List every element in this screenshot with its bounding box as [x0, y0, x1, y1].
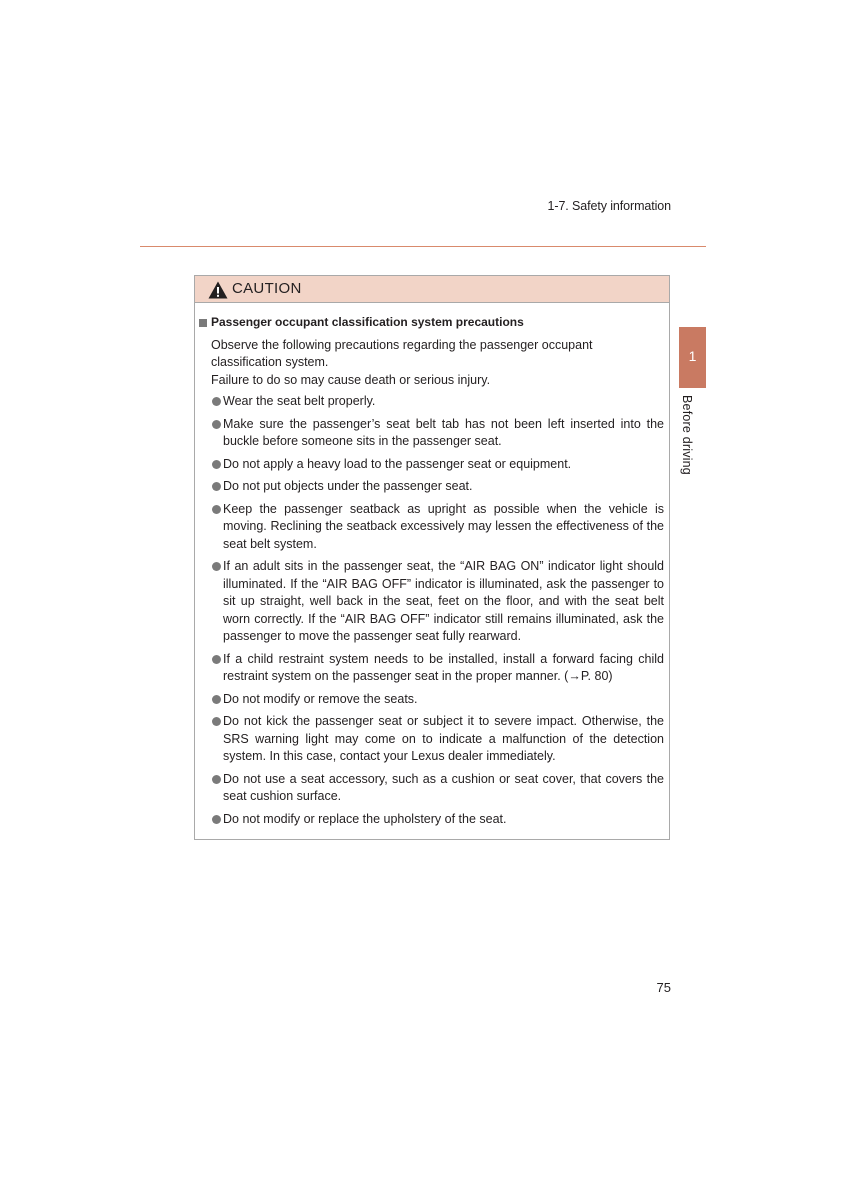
list-item	[199, 713, 664, 766]
section-title	[199, 314, 664, 332]
list-item-text: Keep the passenger seatback as upright as possible when the vehicle is moving. Reclining the seatback excessively may lessen the effectiveness of the seat belt system.	[223, 501, 664, 551]
caution-box	[194, 275, 670, 840]
list-item	[199, 393, 664, 411]
precaution-list	[199, 393, 664, 828]
bullet-icon	[212, 505, 221, 514]
bullet-icon	[212, 397, 221, 406]
list-item-text: Do not modify or remove the seats.	[223, 691, 418, 706]
list-item-text: Do not apply a heavy load to the passenger seat or equipment.	[223, 456, 572, 471]
caution-header	[195, 276, 669, 303]
list-item-text: If a child restraint system needs to be installed, install a forward facing child restraint system on the passenger seat in the proper manner. (→P. 80)	[223, 651, 664, 683]
intro	[211, 337, 664, 390]
square-bullet-icon	[199, 319, 207, 327]
list-item-text: Do not kick the passenger seat or subject it to severe impact. Otherwise, the SRS warning light may come on to indicate a malfunction of the detection system. In this case, contact your Lexus dealer immediately.	[223, 714, 664, 763]
bullet-icon	[212, 717, 221, 726]
bullet-icon	[212, 815, 221, 824]
bullet-icon	[212, 695, 221, 704]
header-rule	[140, 246, 706, 247]
bullet-icon	[212, 562, 221, 571]
list-item	[199, 501, 664, 554]
bullet-icon	[212, 775, 221, 784]
list-item	[199, 811, 664, 829]
caution-body	[195, 303, 669, 828]
list-item-text: Do not put objects under the passenger seat.	[223, 479, 473, 493]
list-item-text: If an adult sits in the passenger seat, the “AIR BAG ON” indicator light should illuminated. If the “AIR BAG OFF” indicator is illuminated, ask the passenger to sit up straight, well back in the seat, feet on the floor, and with the seat belt worn correctly. If the “AIR BAG OFF” indicator still remains illuminated, ask the passenger to move the passenger seat fully rearward.	[223, 559, 664, 643]
bullet-icon	[212, 655, 221, 664]
list-item	[199, 691, 664, 709]
list-item-text: Do not use a seat accessory, such as a cushion or seat cover, that covers the seat cushion surface.	[223, 771, 664, 803]
bullet-icon	[212, 482, 221, 491]
intro-paragraph: Observe the following precautions regarding the passenger occupant classification system.	[211, 337, 593, 369]
list-item	[199, 558, 664, 646]
section-title-text: Passenger occupant classification system precautions	[211, 315, 524, 329]
list-item-text: Make sure the passenger’s seat belt tab has not been left inserted into the buckle before someone sits in the passenger seat.	[223, 416, 664, 448]
chapter-number: 1	[688, 348, 697, 364]
caution-title: CAUTION	[232, 280, 302, 297]
chapter-label: Before driving	[680, 395, 694, 475]
list-item	[199, 456, 664, 474]
list-item	[199, 478, 664, 496]
page-number: 75	[656, 980, 671, 995]
list-item-text: Do not modify or replace the upholstery of the seat.	[223, 811, 507, 826]
bullet-icon	[212, 420, 221, 429]
warning-triangle-icon	[208, 281, 228, 299]
list-item	[199, 416, 664, 451]
section-header: 1-7. Safety information	[547, 199, 671, 213]
list-item	[199, 771, 664, 806]
list-item	[199, 651, 664, 686]
bullet-icon	[212, 460, 221, 469]
intro-paragraph: Failure to do so may cause death or serious injury.	[211, 372, 491, 387]
chapter-tab	[679, 327, 706, 388]
list-item-text: Wear the seat belt properly.	[223, 394, 376, 408]
